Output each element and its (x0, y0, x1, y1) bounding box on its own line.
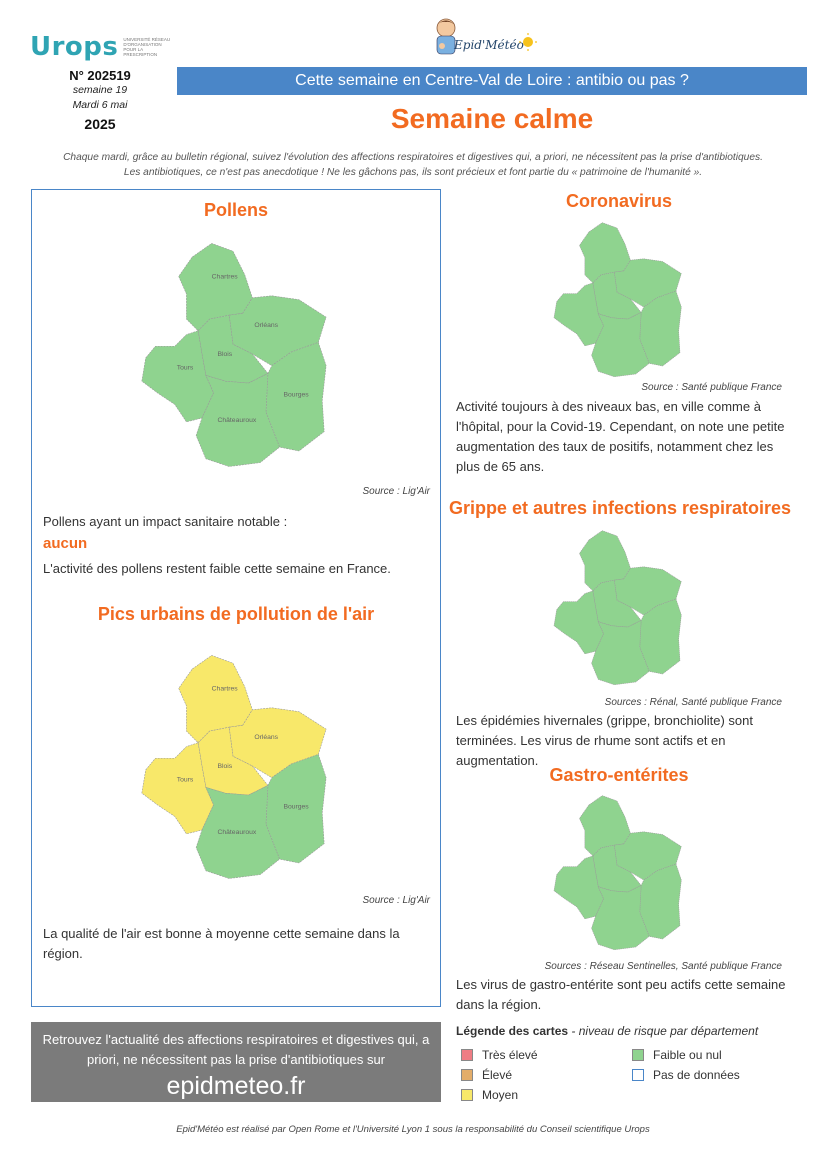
legend-swatch (461, 1089, 473, 1101)
pollens-map (136, 236, 330, 472)
gastro-title: Gastro-entérites (549, 765, 689, 785)
pollution-source: Source : Lig'Air (362, 895, 430, 906)
grippe-source: Sources : Rénal, Santé publique France (604, 697, 782, 708)
map-city-label: Tours (176, 364, 194, 372)
intro-line-2: Les antibiotiques, ce n'est pas anecdotique ! Ne les gâchons pas, ils sont précieux et font partie du « patrimoine de l'humanité ». (123, 167, 703, 178)
map-city-label: Orléans (254, 733, 279, 741)
legend-item-nodata (632, 1068, 740, 1082)
promo-text: Retrouvez l'actualité des affections respiratoires et digestives qui, a priori, ne nécessitent pas la prise d'antibiotiques sur (42, 1032, 430, 1067)
intro-text (20, 150, 806, 180)
intro-line-1: Chaque mardi, grâce au bulletin régional, suivez l'évolution des affections respiratoires et digestives qui, a priori, ne nécessitent pas la prise d'antibiotiques. (63, 152, 763, 163)
map-city-label: Orléans (254, 321, 279, 329)
legend-item-eleve (461, 1068, 512, 1082)
pollens-impact-value: aucun (43, 535, 88, 552)
gastro-source: Sources : Réseau Sentinelles, Santé publique France (544, 961, 782, 972)
map-city-label: Blois (217, 350, 233, 358)
legend-label: Très élevé (482, 1048, 538, 1062)
grippe-map (550, 526, 684, 688)
pollution-region-map (136, 648, 330, 884)
issue-number: N° 202519 (69, 68, 131, 83)
coronavirus-map (550, 218, 684, 380)
legend-subtitle: - niveau de risque par département (568, 1024, 759, 1038)
coronavirus-title: Coronavirus (565, 191, 673, 211)
legend-label: Moyen (482, 1088, 519, 1102)
legend-label: Faible ou nul (653, 1048, 722, 1062)
pollens-impact-label: Pollens ayant un impact sanitaire notable : (43, 514, 288, 529)
map-city-label: Bourges (283, 391, 309, 399)
gastro-region-map (550, 791, 684, 953)
pollution-title: Pics urbains de pollution de l'air (97, 604, 375, 624)
map-city-label: Chartres (211, 685, 238, 693)
epidmeteo-logo-label: Epid'Météo (454, 38, 524, 52)
legend-swatch (461, 1049, 473, 1061)
map-city-label: Chartres (211, 273, 238, 281)
gastro-text: Les virus de gastro-entérite sont peu actifs cette semaine dans la région. (456, 977, 786, 1012)
urops-logo-word: Urops (30, 32, 119, 62)
issue-year: 2025 (84, 116, 116, 132)
legend-label: Pas de données (653, 1068, 740, 1082)
urops-logo-tagline: UNIVERSITÉ RÉSEAU D'ORGANISATION POUR LA PRESCRIPTION (123, 37, 171, 57)
legend-title (456, 1024, 816, 1038)
legend-item-tres-eleve (461, 1048, 538, 1062)
pollens-title: Pollens (203, 200, 269, 220)
urops-logo (30, 32, 175, 62)
pollens-region-map (136, 236, 330, 472)
epidmeteo-link[interactable]: epidmeteo.fr (166, 1072, 306, 1100)
pollens-source: Source : Lig'Air (362, 486, 430, 497)
issue-date: Mardi 6 mai (72, 99, 128, 111)
legend-title-main: Légende des cartes (456, 1024, 569, 1038)
coronavirus-source: Source : Santé publique France (641, 382, 782, 393)
map-city-label: Tours (176, 776, 194, 784)
legend-swatch (461, 1069, 473, 1081)
coronavirus-text: Activité toujours à des niveaux bas, en ville comme à l'hôpital, pour la Covid-19. Cependant, on note une petite augmentation des taux de positifs, notamment chez les plus de 65 ans. (456, 399, 785, 474)
grippe-text: Les épidémies hivernales (grippe, bronchiolite) sont terminées. Les virus de rhume sont actifs et en augmentation. (456, 713, 753, 768)
legend-item-faible (632, 1048, 722, 1062)
pollens-text: L'activité des pollens restent faible cette semaine en France. (43, 561, 391, 576)
legend-item-moyen (461, 1088, 518, 1102)
epidmeteo-promo-box (31, 1022, 441, 1102)
map-legend (456, 1024, 816, 1102)
map-city-label: Bourges (283, 803, 309, 811)
legend-label: Élevé (482, 1068, 513, 1082)
grippe-title: Grippe et autres infections respiratoires (448, 498, 792, 518)
credit-line: Epid'Météo est réalisé par Open Rome et l'Université Lyon 1 sous la responsabilité du Conseil scientifique Urops (176, 1124, 650, 1135)
map-city-label: Blois (217, 762, 233, 770)
map-city-label: Châteauroux (217, 828, 257, 836)
pollution-map (136, 648, 330, 884)
legend-swatch (632, 1069, 644, 1081)
legend-swatch (632, 1049, 644, 1061)
coronavirus-region-map (550, 218, 684, 380)
grippe-region-map (550, 526, 684, 688)
issue-info (40, 68, 160, 132)
gastro-map (550, 791, 684, 953)
map-city-label: Châteauroux (217, 416, 257, 424)
issue-week: semaine 19 (72, 84, 128, 96)
headline: Semaine calme (390, 103, 594, 134)
epidmeteo-logo (428, 16, 538, 66)
pollution-text: La qualité de l'air est bonne à moyenne cette semaine dans la région. (43, 926, 400, 961)
region-banner: Cette semaine en Centre-Val de Loire : antibio ou pas ? (177, 67, 807, 95)
